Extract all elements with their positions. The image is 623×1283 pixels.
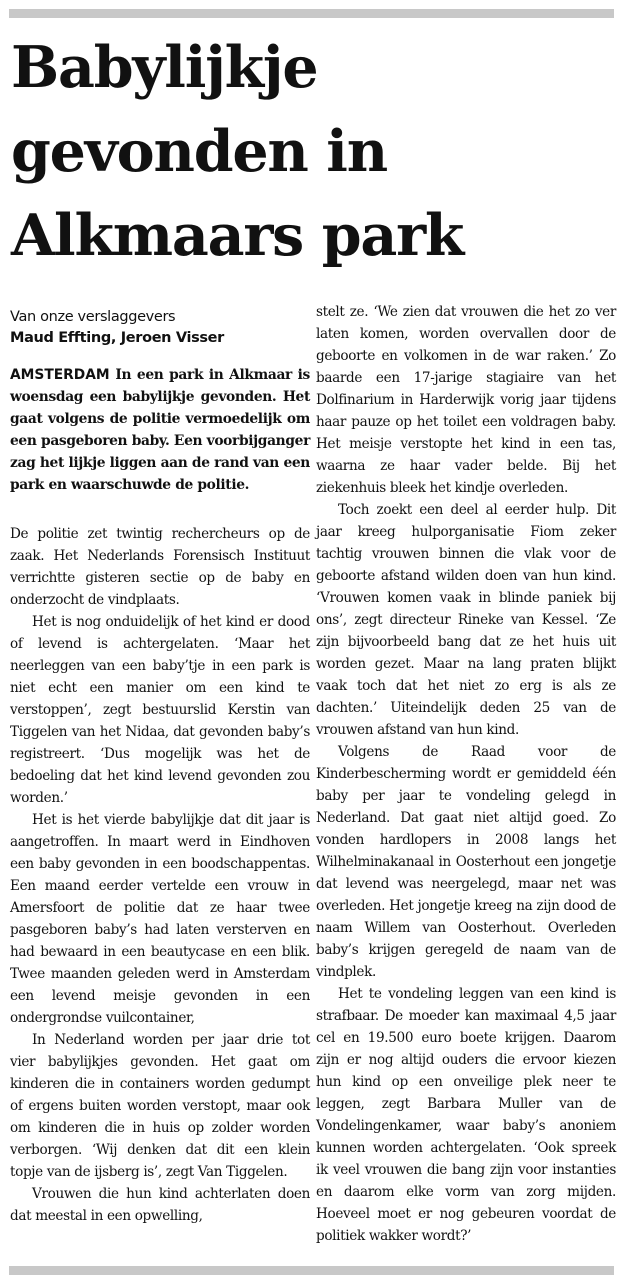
body-paragraph: Toch zoekt een deel al eerder hulp. Dit jaar kreeg hulporganisatie Fiom zeker tachtig vrouwen binnen die vlak voor de geboorte afstand wilden doen van hun kind. ‘Vrouwen komen vaak in blinde paniek bij ons’, zegt directeur Rineke van Kessel. ‘Ze zijn bijvoorbeeld bang dat ze het huis uit worden gezet. Maar na lang praten blijkt vaak toch dat het niet zo erg is als ze dachten.’ Uiteindelijk deden 25 van de vrouwen afstand van hun kind.	[316, 502, 616, 738]
body-paragraph: stelt ze. ‘We zien dat vrouwen die het zo ver laten komen, worden overvallen door de geboorte en volkomen in de war raken.’ Zo baarde een 17-jarige stagiaire van het Dolfinarium in Harderwijk vorig jaar tijdens haar pauze op het toilet een voldragen baby. Het meisje verstopte het kind in een tas, waarna ze haar vader belde. Bij het ziekenhuis bleek het kindje overleden.	[316, 304, 616, 496]
body-paragraph: In Nederland worden per jaar drie tot vier babylijkjes gevonden. Het gaat om kinderen die in containers worden gedumpt of ergens buiten worden verstopt, maar ook om kinderen die in huis op zolder worden verborgen. ‘Wij denken dat dit een klein topje van de ijsberg is’, zegt Van Tiggelen.	[10, 1032, 310, 1180]
body-paragraph: Het is nog onduidelijk of het kind er dood of levend is achtergelaten. ‘Maar het neerleggen van een baby’tje in een park is niet echt een manier om een kind te verstoppen’, zegt bestuurslid Kerstin van Tiggelen van het Nidaa, dat gevonden baby’s registreert. ‘Dus mogelijk was het de bedoeling dat het kind levend gevonden zou worden.’	[10, 614, 310, 806]
column-right	[316, 301, 616, 1247]
headline: Babylijkje gevonden in Alkmaars park	[11, 34, 464, 269]
byline-prefix: Van onze verslaggevers	[10, 309, 176, 325]
top-rule	[9, 9, 614, 18]
body-paragraph: Het te vondeling leggen van een kind is strafbaar. De moeder kan maximaal 4,5 jaar cel en 19.500 euro boete krijgen. Daarom zijn er nog altijd ouders die ervoor kiezen hun kind op een onveilige plek neer te leggen, zegt Barbara Muller van de Vondelingenkamer, waar baby’s anoniem kunnen worden achtergelaten. ‘Ook spreek ik veel vrouwen die bang zijn voor instanties en daarom elke vorm van zorg mijden. Hoeveel moet er nog gebeuren voordat de politiek wakker wordt?’	[316, 986, 616, 1244]
bottom-rule	[9, 1266, 614, 1275]
body-paragraph: Volgens de Raad voor de Kinderbescherming wordt er gemiddeld één baby per jaar te vondeling gelegd in Nederland. Dat gaat niet altijd goed. Zo vonden hardlopers in 2008 langs het Wilhelminakanaal in Oosterhout een jongetje dat levend was neergelegd, maar net was overleden. Het jongetje kreeg na zijn dood de naam Willem van Oosterhout. Overleden baby’s krijgen geregeld de naam van de vindplek.	[316, 744, 616, 980]
body-paragraph: Vrouwen die hun kind achterlaten doen dat meestal in een opwelling,	[10, 1186, 310, 1224]
body-paragraph: Het is het vierde babylijkje dat dit jaar is aangetroffen. In maart werd in Eindhoven een baby gevonden in een boodschappentas. Een maand eerder vertelde een vrouw in Amersfoort de politie dat ze haar twee pasgeboren baby’s had laten versterven en had bewaard in een beautycase en een blik. Twee maanden geleden werd in Amsterdam een levend meisje gevonden in een ondergrondse vuilcontainer,	[10, 812, 310, 1026]
body-paragraph: De politie zet twintig rechercheurs op de zaak. Het Nederlands Forensisch Instituut verrichtte gisteren sectie op de baby en onderzocht de vindplaats.	[10, 526, 310, 608]
column-left	[10, 296, 310, 1227]
lead-text: In een park in Alkmaar is woensdag een babylijkje gevonden. Het gaat volgens de politie vermoedelijk om een pasgeboren baby. Een voorbijganger zag het lijkje liggen aan de rand van een park en waarschuwde de politie.	[10, 367, 310, 493]
dateline: AMSTERDAM	[10, 367, 110, 383]
lead-paragraph	[10, 364, 310, 496]
byline-names: Maud Effting, Jeroen Visser	[10, 330, 224, 346]
